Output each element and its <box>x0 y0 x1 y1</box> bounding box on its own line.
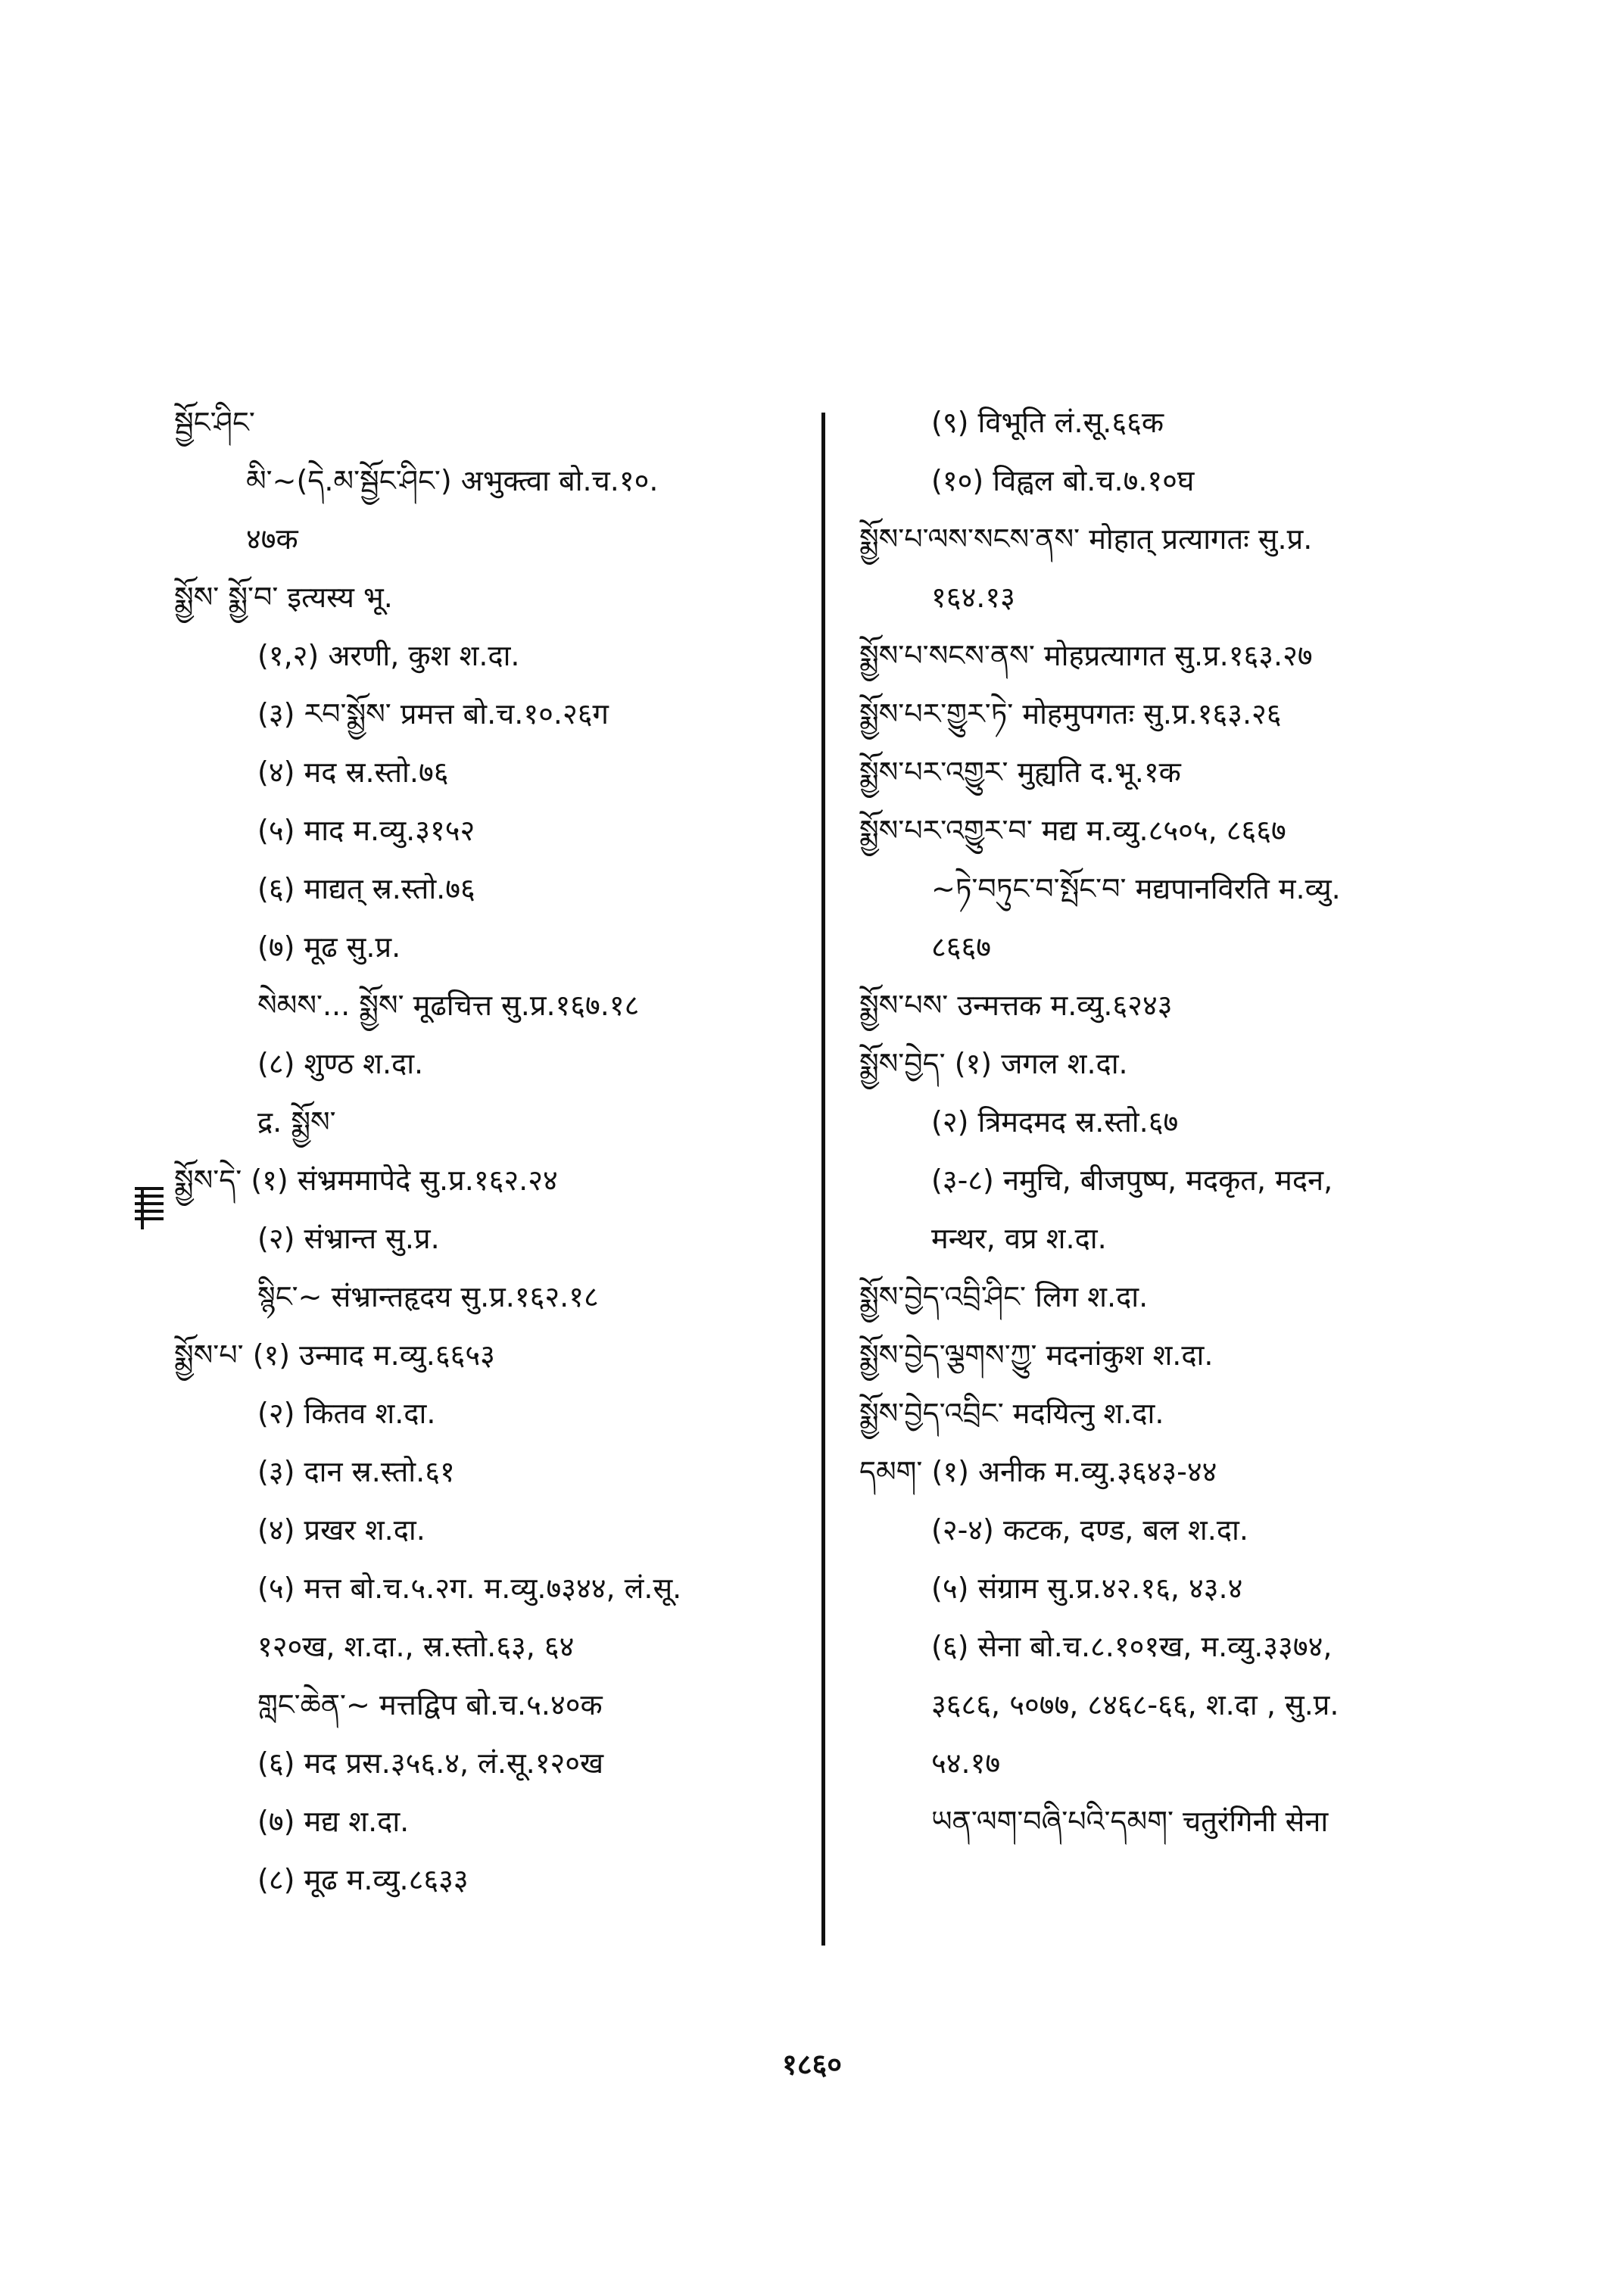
right-column-line: (६) सेना बो.च.८.१०१ख, म.व्यु.३३७४, <box>931 1630 1333 1663</box>
right-column-line: སྨྱོས་བྱེད་འབྲི་ཤིང་ लिग श.दा. <box>859 1280 1149 1313</box>
left-column-line: (४) प्रखर श.दा. <box>257 1513 425 1547</box>
left-column-line: སྨྱོས་དེ་ (१) संभ्रममापेदे सु.प्र.१६२.२४ <box>174 1164 558 1197</box>
left-column-line: (७) मूढ सु.प्र. <box>257 930 401 964</box>
left-column-line: (८) मूढ म.व्यु.८६३३ <box>257 1863 469 1896</box>
right-column-line: मन्थर, वप्र श.दा. <box>931 1222 1107 1255</box>
left-column-line: (८) शुण्ठ श.दा. <box>257 1047 424 1080</box>
right-column-line: (५) संग्राम सु.प्र.४२.१६, ४३.४ <box>931 1572 1243 1605</box>
right-column-line: སྨྱོས་པར་གྱུར་ཏེ་ मोहमुपगतः सु.प्र.१६३.२६ <box>859 697 1282 731</box>
right-column-line: སྨྱོས་པར་འགྱུར་ मुह्यति द.भू.१क <box>859 756 1181 789</box>
left-column-line: (२) कितव श.दा. <box>257 1397 436 1430</box>
right-column-line: ~ཏེ་བཏུང་བ་སྤོང་བ་ मद्यपानविरति म.व्यु. <box>931 872 1341 905</box>
left-column-line: (७) मद्य श.दा. <box>257 1805 410 1838</box>
right-column-line: ५४.१७ <box>931 1746 1001 1780</box>
right-column-line: (३-८) नमुचि, बीजपुष्प, मदकृत, मदन, <box>931 1164 1333 1197</box>
left-column-line: (५) मत्त बो.च.५.२ग. म.व्यु.७३४४, लं.सू. <box>257 1572 682 1605</box>
left-column-line: སེམས་... སྨྱོས་ मूढचित्त सु.प्र.१६७.१८ <box>257 989 640 1022</box>
left-column-line: གླང་ཆེན་~ मत्तद्विप बो.च.५.४०क <box>257 1688 603 1721</box>
right-column-line: (२) त्रिमदमद स्र.स्तो.६७ <box>931 1105 1179 1139</box>
right-column-line: ८६६७ <box>931 930 992 964</box>
left-column-line: १२०ख, श.दा., स्र.स्तो.६३, ६४ <box>257 1630 575 1663</box>
left-column-line: (४) मद स्र.स्तो.७६ <box>257 756 449 789</box>
right-column-line: སྨྱོས་པས་ उन्मत्तक म.व्यु.६२४३ <box>859 989 1173 1022</box>
right-column-line: དམག་ (१) अनीक म.व्यु.३६४३-४४ <box>859 1455 1217 1488</box>
left-column-line: (१,२) अरणी, कुश श.दा. <box>257 639 520 672</box>
left-column-line: (६) माद्यत् स्र.स्तो.७६ <box>257 872 475 905</box>
right-column-line: ३६८६, ५०७७, ८४६८-६६, श.दा , सु.प्र. <box>931 1688 1339 1721</box>
right-column-line: སྨྱོས་བྱེད་འབྲིང་ मदयित्नु श.दा. <box>859 1397 1164 1430</box>
column-divider <box>821 413 825 1946</box>
left-column-line: (५) माद म.व्यु.३१५२ <box>257 814 475 847</box>
left-column-line: མི་~(དེ.མ་སྦྱོང་ཤིང་) अभुक्त्वा बो.च.१०. <box>246 464 659 497</box>
right-column-line: ཡན་ལག་བཞི་པའི་དམག་ चतुरंगिनी सेना <box>931 1805 1329 1838</box>
left-column-line: སྙིང་~ संभ्रान्तहृदय सु.प्र.१६२.१८ <box>257 1280 599 1313</box>
margin-marker-icon <box>135 1187 164 1229</box>
left-column-line: (३) རབ་སྨྱོས་ प्रमत्त बो.च.१०.२६ग <box>257 697 609 731</box>
left-column-line: द्र. སྨྱོས་ <box>257 1105 336 1139</box>
right-column <box>859 394 1488 1851</box>
right-column-line: १६४.१३ <box>931 581 1015 614</box>
left-column-line: (६) मद प्रस.३५६.४, लं.सू.१२०ख <box>257 1746 604 1780</box>
right-column-line: (९) विभूति लं.सू.६६क <box>931 406 1164 439</box>
left-column-line: སྦྱོང་ཤིང་ <box>174 406 255 439</box>
left-column-line: སྨྱོས་པ་ (१) उन्माद म.व्यु.६६५३ <box>174 1338 495 1372</box>
right-column-line: སྨྱོས་པ་སངས་ནས་ मोहप्रत्यागत सु.प्र.१६३.२७ <box>859 639 1313 672</box>
left-column <box>174 394 803 1909</box>
left-column-line: སྨྱོས་ སྨྱོ་བ་ इत्यस्य भू. <box>174 581 393 614</box>
right-column-line: (१०) विह्वल बो.च.७.१०घ <box>931 464 1195 497</box>
right-column-line: སྨྱོས་པ་ལས་སངས་ནས་ मोहात् प्रत्यागतः सु.प्र. <box>859 522 1313 556</box>
page-number: १८६० <box>781 2048 843 2081</box>
left-column-line: (३) दान स्र.स्तो.६१ <box>257 1455 455 1488</box>
left-column-line: ४७क <box>246 522 298 556</box>
right-column-line: (२-४) कटक, दण्ड, बल श.दा. <box>931 1513 1248 1547</box>
right-column-line: སྨྱོས་པར་འགྱུར་བ་ मद्य म.व्यु.८५०५, ८६६७ <box>859 814 1286 847</box>
left-column-line: (२) संभ्रान्त सु.प्र. <box>257 1222 440 1255</box>
right-column-line: སྨྱོས་བྱེད་ (१) जगल श.दा. <box>859 1047 1128 1080</box>
right-column-line: སྨྱོས་བྱེད་ལྕགས་ཀྱུ་ मदनांकुश श.दा. <box>859 1338 1214 1372</box>
